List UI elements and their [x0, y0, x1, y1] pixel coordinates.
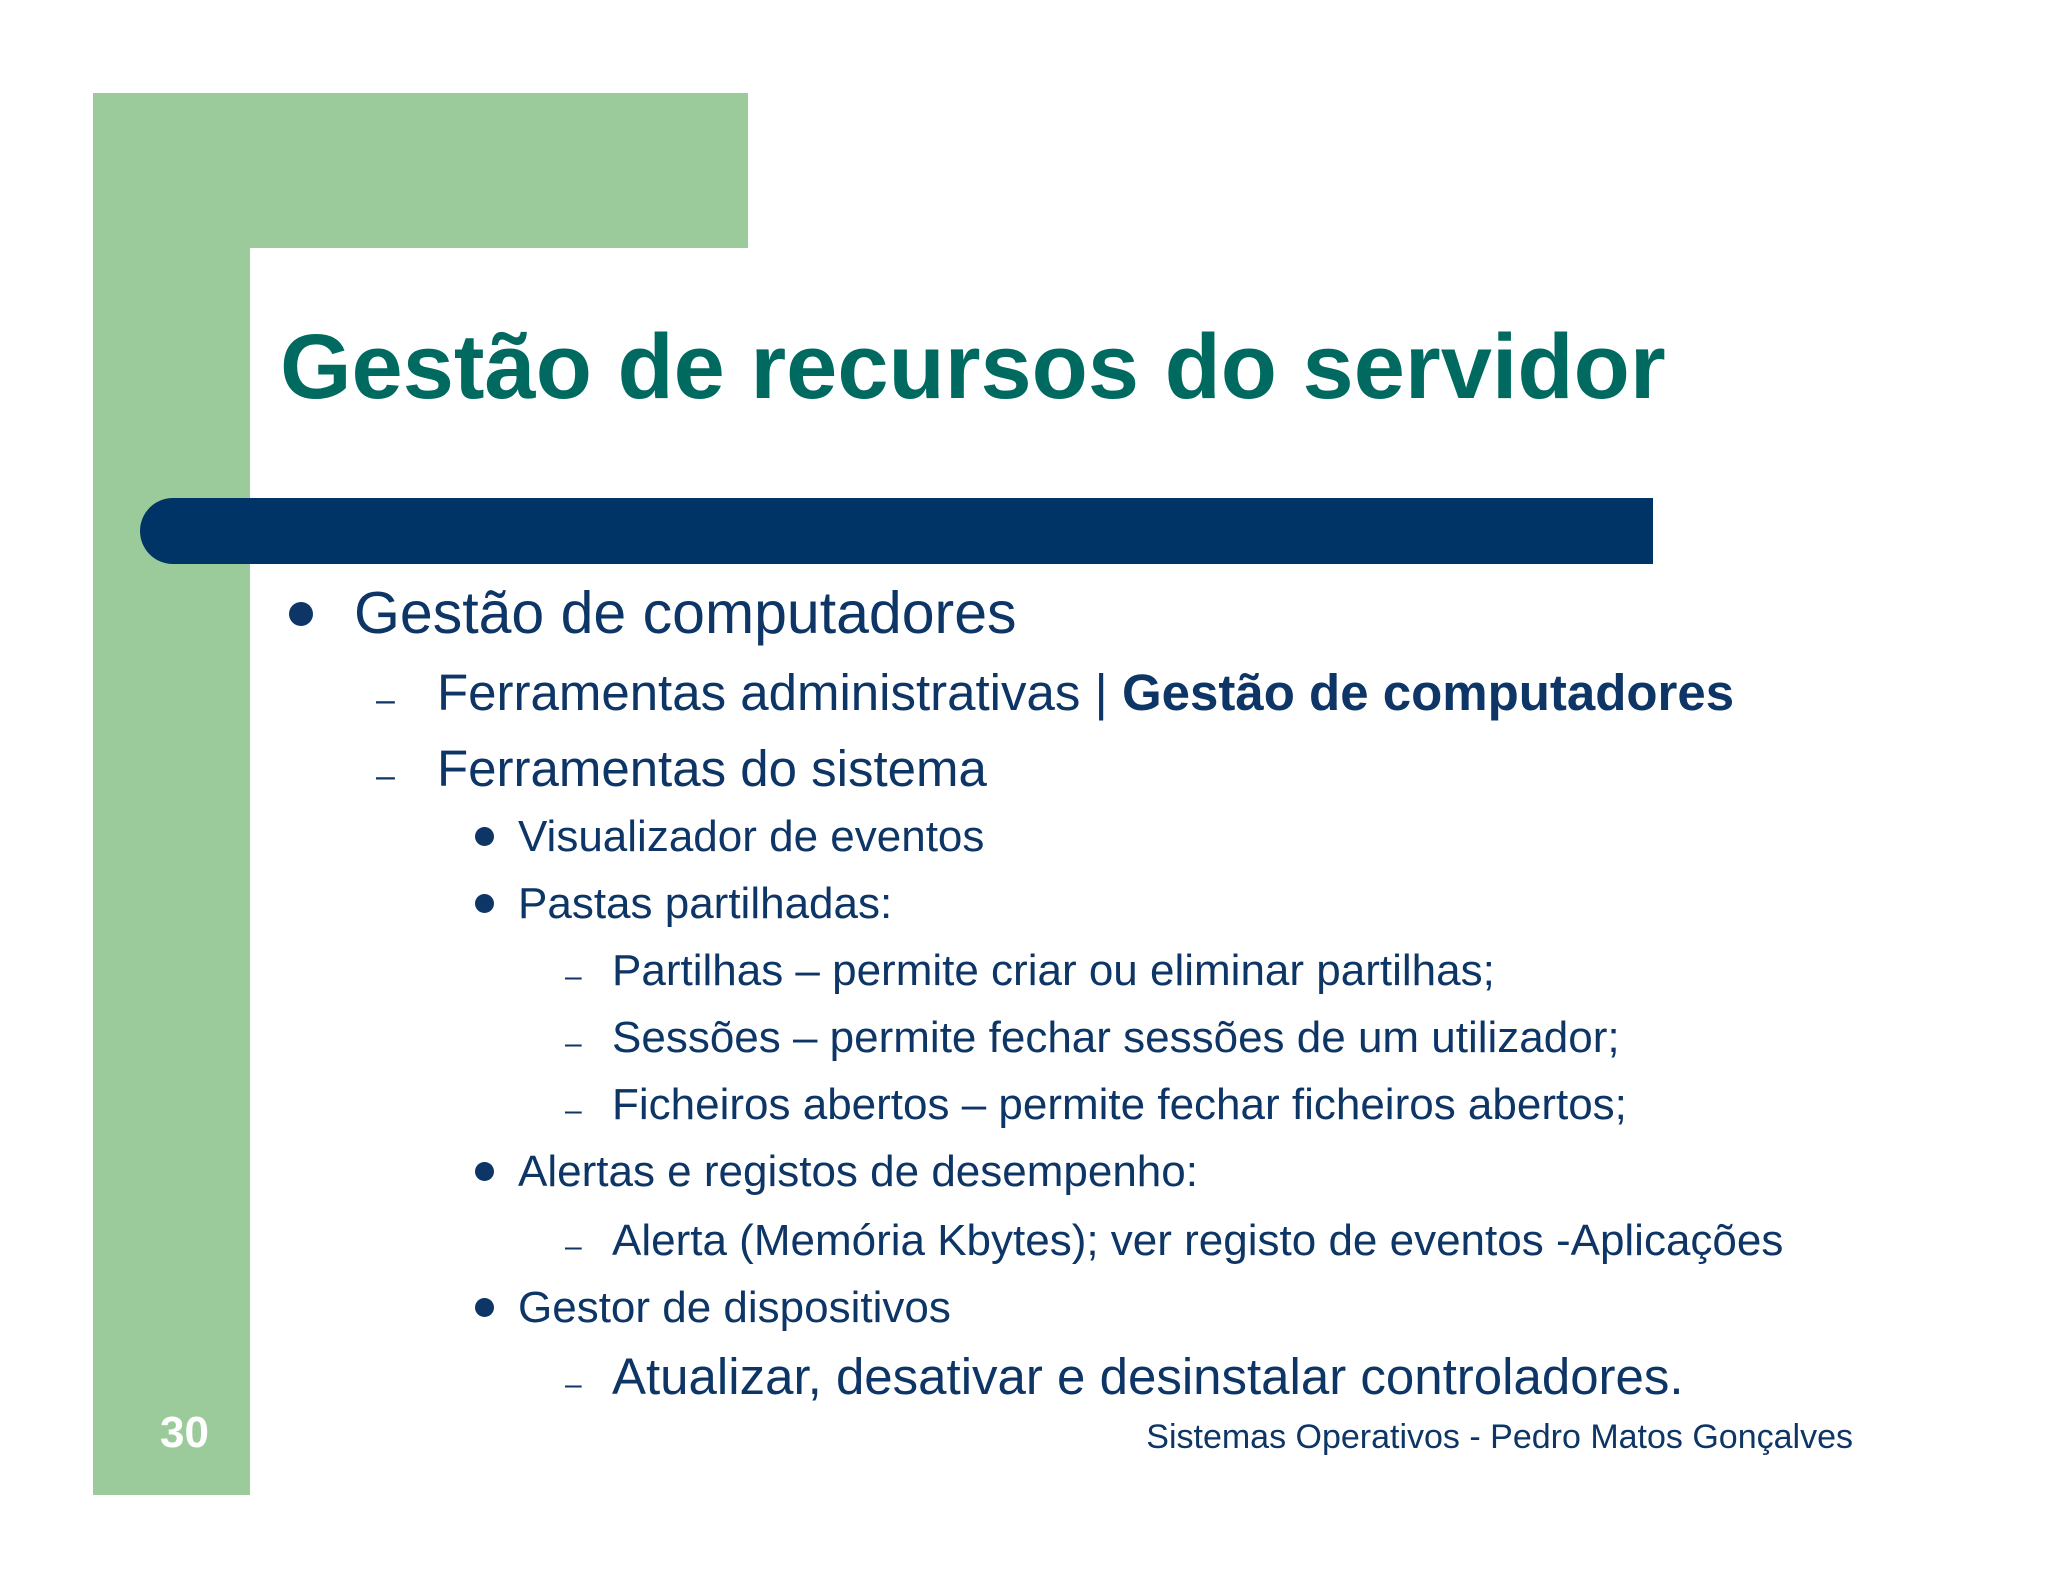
bullet-level3-text: Visualizador de eventos [518, 812, 985, 861]
bullet-level4-text: Atualizar, desativar e desinstalar controladores. [612, 1348, 1684, 1405]
computer-management-text: Gestão de computadores [1121, 664, 1735, 721]
bullet-level4-text: Sessões – permite fechar sessões de um utilizador; [612, 1013, 1620, 1062]
dash-marker-icon: – [376, 757, 395, 795]
slide-number: 30 [160, 1408, 209, 1457]
bullet-dot-icon [475, 1298, 494, 1317]
footer-text: Sistemas Operativos - Pedro Matos Gonçalves [1146, 1418, 1853, 1456]
slide-title: Gestão de recursos do servidor [280, 316, 1666, 418]
bullet-dot-icon [475, 1162, 494, 1181]
bullet-level3-text: Alertas e registos de desempenho: [518, 1147, 1198, 1196]
bullet-level3-text: Pastas partilhadas: [518, 879, 893, 928]
green-decor-left [93, 93, 250, 1495]
bullet-level2-text [437, 662, 1734, 724]
dash-marker-icon: – [565, 1230, 582, 1263]
bullet-level4-text: Partilhas – permite criar ou eliminar partilhas; [612, 946, 1495, 995]
dash-marker-icon: – [565, 1368, 582, 1401]
dash-marker-icon: – [565, 1027, 582, 1060]
dash-marker-icon: – [376, 681, 395, 719]
bullet-level2-text: Ferramentas do sistema [437, 740, 987, 797]
bullet-level1-text: Gestão de computadores [354, 580, 1017, 646]
admin-tools-text: Ferramentas administrativas | [437, 664, 1122, 721]
dash-marker-icon: – [565, 960, 582, 993]
bullet-dot-icon [475, 827, 494, 846]
bullet-level3-text: Gestor de dispositivos [518, 1283, 951, 1332]
dash-marker-icon: – [565, 1094, 582, 1127]
bullet-dot-icon [289, 602, 313, 626]
bullet-dot-icon [475, 894, 494, 913]
bullet-level4-text: Alerta (Memória Kbytes); ver registo de eventos -Aplicações [612, 1216, 1784, 1265]
bullet-level4-text: Ficheiros abertos – permite fechar ficheiros abertos; [612, 1080, 1627, 1129]
title-divider-bar [140, 498, 1653, 564]
